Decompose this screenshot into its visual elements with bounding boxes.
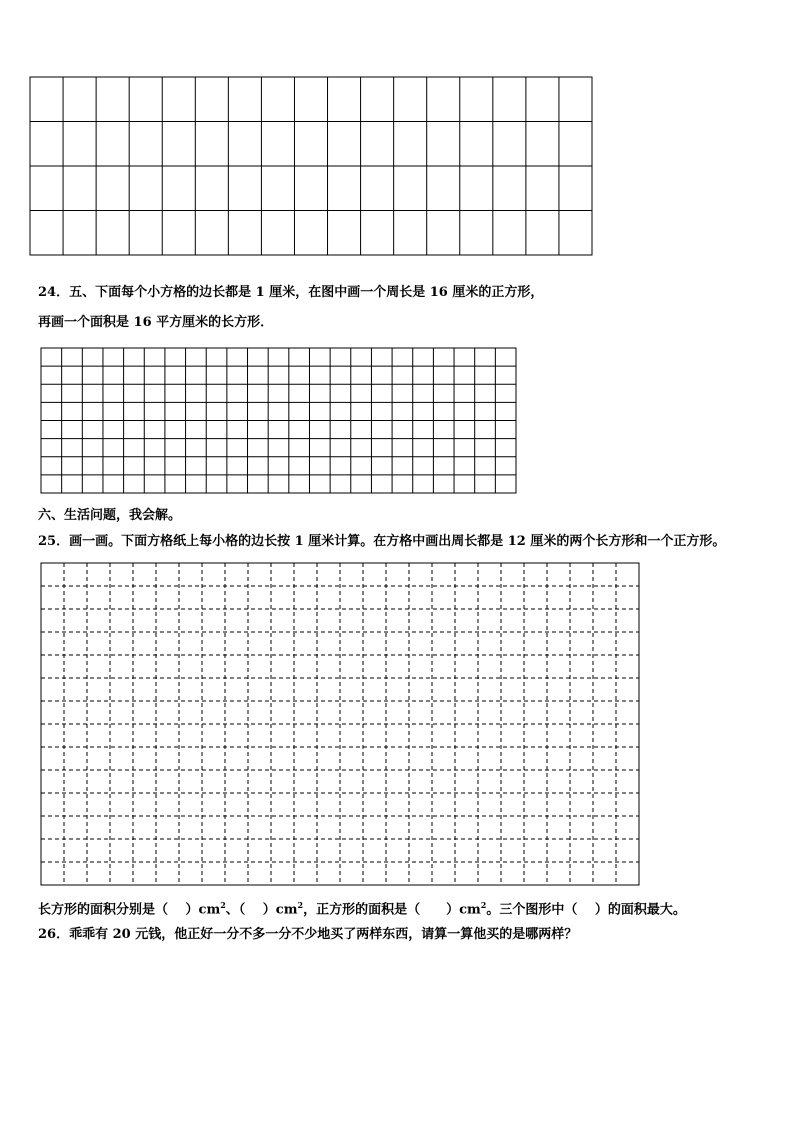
q25-unit-sup-1: 2 [220, 900, 226, 910]
q24-square-grid [40, 347, 517, 494]
q25-answer-part3: ，正方形的面积是（ ）cm [303, 902, 481, 918]
q25-answer-part2: 、（ ）cm [225, 902, 298, 918]
q25-answer-line [38, 897, 686, 918]
q25-answer-part1: 长方形的面积分别是（ ）cm [38, 902, 221, 918]
q24-line2: 再画一个面积是 16 平方厘米的长方形． [38, 315, 274, 330]
q26-prompt: 26．乖乖有 20 元钱，他正好一分不多一分不少地买了两样东西，请算一算他买的是哪两样？ [38, 927, 578, 942]
q25-answer-part4: 。三个图形中（ ）的面积最大。 [486, 902, 686, 918]
q25-unit-sup-2: 2 [297, 900, 304, 910]
q25-dashed-grid [40, 562, 640, 886]
section6-title: 六、生活问题，我会解。 [38, 508, 182, 523]
q24-line1: 24．五、下面每个小方格的边长都是 1 厘米，在图中画一个周长是 16 厘米的正方形， [38, 285, 544, 300]
q25-prompt: 25．画一画。下面方格纸上每小格的边长按 1 厘米计算。在方格中画出周长都是 12 厘米的两个长方形和一个正方形。 [38, 534, 726, 549]
q25-unit-sup-3: 2 [480, 900, 487, 910]
top-answer-grid [29, 76, 593, 256]
